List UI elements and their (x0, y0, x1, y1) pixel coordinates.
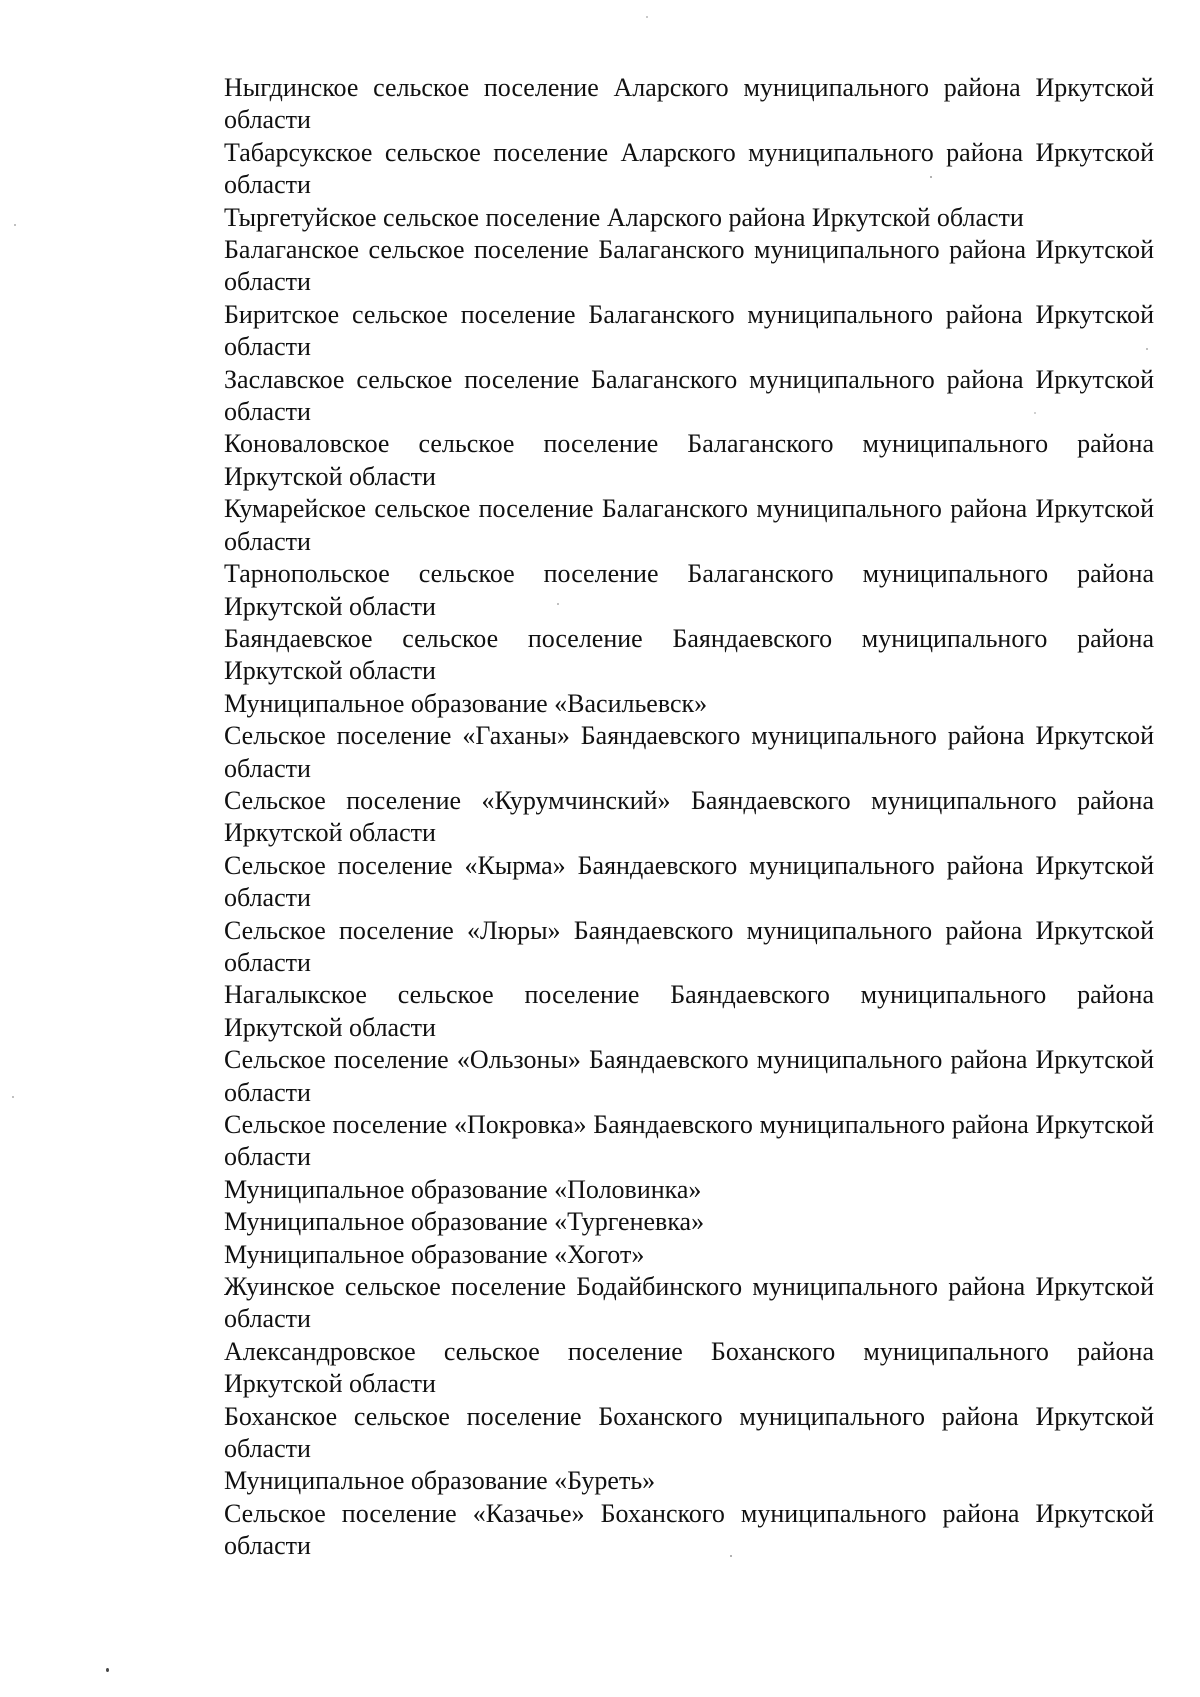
list-item: Тыргетуйское сельское поселение Аларского района Иркутской области (224, 202, 1024, 232)
list-item: Муниципальное образование «Буреть» (224, 1466, 656, 1496)
list-item: Муниципальное образование «Половинка» (224, 1174, 702, 1204)
list-item: Заславское сельское поселение Балаганского муниципального района Иркутской области (224, 364, 1154, 427)
list-item: Александровское сельское поселение Боханского муниципального района Иркутской области (224, 1336, 1154, 1399)
list-item: Коноваловское сельское поселение Балаганского муниципального района Иркутской области (224, 429, 1154, 491)
scan-speck (106, 1668, 109, 1672)
list-item: Сельское поселение «Казачье» Боханского муниципального района Иркутской области (224, 1498, 1154, 1561)
list-item: Сельское поселение «Люры» Баяндаевского муниципального района Иркутской области (224, 915, 1154, 977)
list-item: Муниципальное образование «Васильевск» (224, 688, 708, 718)
list-item: Балаганское сельское поселение Балаганского муниципального района Иркутской области (224, 235, 1154, 297)
list-item: Жуинское сельское поселение Бодайбинского муниципального района Иркутской области (224, 1272, 1154, 1334)
list-item: Тарнопольское сельское поселение Балаганского муниципального района Иркутской области (224, 559, 1154, 621)
scan-speck (12, 1096, 14, 1098)
scan-speck (14, 224, 16, 226)
list-item: Боханское сельское поселение Боханского муниципального района Иркутской области (224, 1401, 1154, 1464)
list-item: Нагалыкское сельское поселение Баяндаевского муниципального района Иркутской области (224, 980, 1154, 1042)
settlement-list (224, 72, 1154, 1563)
scan-speck (1034, 412, 1036, 414)
scan-speck (646, 16, 648, 18)
list-item: Баяндаевское сельское поселение Баяндаевского муниципального района Иркутской области (224, 623, 1154, 686)
list-item: Муниципальное образование «Тургеневка» (224, 1207, 705, 1237)
scan-speck (730, 1555, 732, 1557)
list-item: Сельское поселение «Курумчинский» Баяндаевского муниципального района Иркутской области (224, 785, 1154, 848)
list-item: Сельское поселение «Гаханы» Баяндаевского муниципального района Иркутской области (224, 721, 1154, 783)
list-item: Кумарейское сельское поселение Балаганского муниципального района Иркутской области (224, 494, 1154, 556)
list-item: Муниципальное образование «Хогот» (224, 1239, 645, 1269)
scan-speck (930, 176, 932, 178)
scan-speck (1146, 348, 1148, 350)
list-item: Сельское поселение «Покровка» Баяндаевского муниципального района Иркутской области (224, 1110, 1154, 1172)
list-item: Сельское поселение «Кырма» Баяндаевского муниципального района Иркутской области (224, 850, 1154, 913)
list-item: Табарсукское сельское поселение Аларского муниципального района Иркутской области (224, 137, 1154, 200)
scan-speck (557, 603, 559, 605)
list-item: Биритское сельское поселение Балаганского муниципального района Иркутской области (224, 299, 1154, 362)
list-item: Ныгдинское сельское поселение Аларского муниципального района Иркутской области (224, 73, 1154, 135)
list-item: Сельское поселение «Ользоны» Баяндаевского муниципального района Иркутской области (224, 1045, 1154, 1107)
